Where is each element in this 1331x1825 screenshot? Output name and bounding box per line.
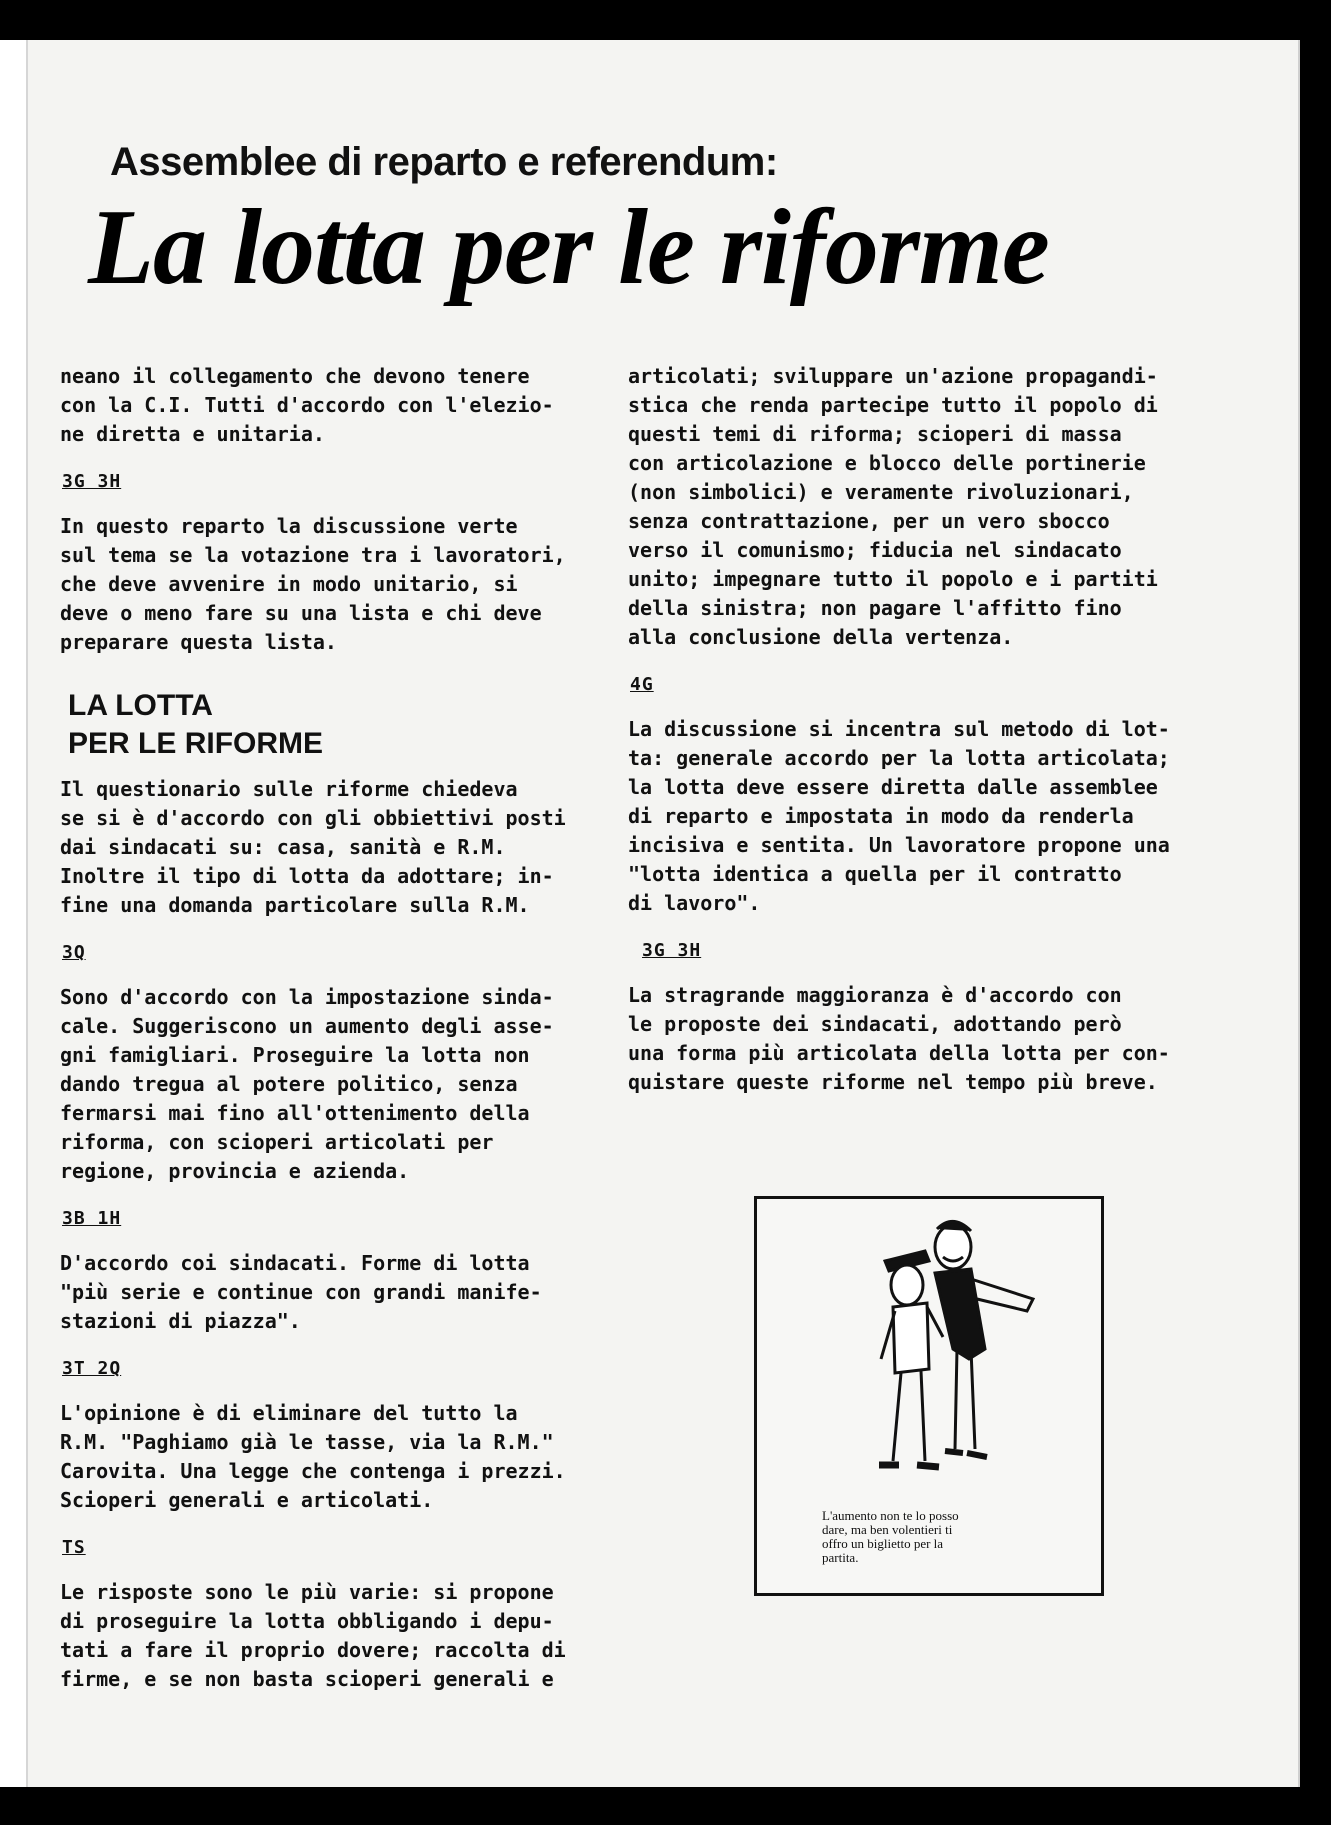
paragraph: articolati; sviluppare un'azione propagandi- stica che renda partecipe tutto il popolo di questi temi di riforma; scioperi di massa con articolazione e blocco delle portinerie (non simbolici) e veramente rivoluzionari, senza contrattazione, per un vero sbocco verso il comunismo; fiducia nel sindacato unito; impegnare tutto il popolo e i partiti della sinistra; non pagare l'affitto fino alla conclusione della vertenza. — [628, 364, 1158, 649]
department-tag: 3B 1H — [62, 1208, 122, 1229]
department-tag: 3G 3H — [62, 471, 122, 492]
right-column — [628, 362, 1228, 1097]
cartoon-box — [754, 1196, 1104, 1596]
paragraph: D'accordo coi sindacati. Forme di lotta "più serie e continue con grandi manife- stazioni di piazza". — [60, 1251, 542, 1333]
paragraph: Le risposte sono le più varie: si propone di proseguire la lotta obbligando i depu- tati a fare il proprio dovere; raccolta di firme, e se non basta scioperi generali e — [60, 1580, 566, 1691]
paragraph: neano il collegamento che devono tenere con la C.I. Tutti d'accordo con l'elezio- ne diretta e unitaria. — [60, 364, 554, 446]
page-edge — [0, 40, 28, 1787]
cartoon-caption: L'aumento non te lo posso dare, ma ben volentieri ti offro un biglietto per la partita. — [822, 1508, 959, 1565]
paragraph: Il questionario sulle riforme chiedeva se si è d'accordo con gli obbiettivi posti dai sindacati su: casa, sanità e R.M. Inoltre il tipo di lotta da adottare; in- fine una domanda particolare sulla R.M. — [60, 777, 566, 917]
cartoon-illustration — [757, 1199, 1101, 1499]
department-tag: 3T 2Q — [62, 1358, 122, 1379]
paragraph: La stragrande maggioranza è d'accordo con le proposte dei sindacati, adottando però una forma più articolata della lotta per con- quistare queste riforme nel tempo più breve. — [628, 983, 1170, 1094]
headline: La lotta per le riforme — [88, 188, 1049, 307]
department-tag: TS — [62, 1537, 86, 1558]
kicker-title: Assemblee di reparto e referendum: — [110, 140, 778, 184]
paragraph: La discussione si incentra sul metodo di lot- ta: generale accordo per la lotta articolata; la lotta deve essere diretta dalle assemblee di reparto e impostata in modo da renderla incisiva e sentita. Un lavoratore propone una "lotta identica a quella per il contratto di lavoro". — [628, 717, 1170, 915]
left-column — [60, 362, 620, 1694]
paragraph: In questo reparto la discussione verte sul tema se la votazione tra i lavoratori, che deve avvenire in modo unitario, si deve o meno fare su una lista e chi deve preparare questa lista. — [60, 514, 566, 654]
paragraph: Sono d'accordo con la impostazione sinda- cale. Suggeriscono un aumento degli asse- gni famigliari. Proseguire la lotta non dando tregua al potere politico, senza fermarsi mai fino all'ottenimento della riforma, con scioperi articolati per regione, provincia e azienda. — [60, 985, 554, 1183]
department-tag: 3Q — [62, 942, 86, 963]
section-heading: LA LOTTA PER LE RIFORME — [68, 689, 324, 760]
paragraph: L'opinione è di eliminare del tutto la R.M. "Paghiamo già le tasse, via la R.M." Carovita. Una legge che contenga i prezzi. Scioperi generali e articolati. — [60, 1401, 566, 1512]
department-tag: 4G — [630, 674, 654, 695]
department-tag: 3G 3H — [642, 940, 702, 961]
